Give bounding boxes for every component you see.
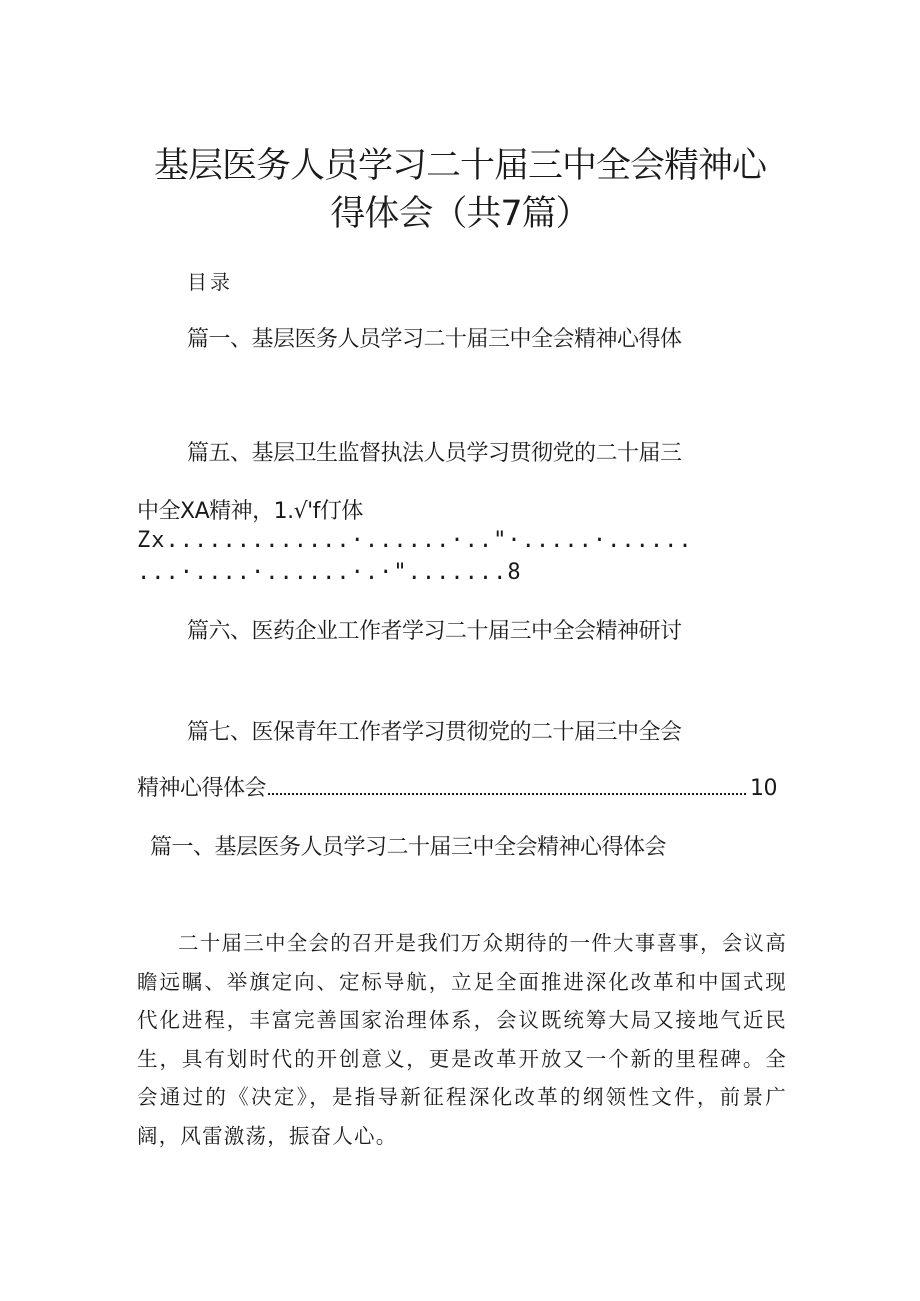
document-title-line-1: 基层医务人员学习二十届三中全会精神心 — [153, 146, 766, 186]
section-1-paragraph: 二十届三中全会的召开是我们万众期待的一件大事喜事，会议高瞻远瞩、举旗定向、定标导航，立足全面推进深化改革和中国式现代化进程，丰富完善国家治理体系，会议既统筹大局又接地气近民生，具有划时代的开创意义，更是改革开放又一个新的里程碑。全会通过的《决定》，是指导新征程深化改革的纲领性文件，前景广阔，风雷激荡，振奋人心。 — [137, 931, 787, 1148]
toc-item-7-line-1[interactable]: 篇七、医保青年工作者学习贯彻党的二十届三中全会 — [187, 720, 682, 745]
toc-item-7-page-number: 10 — [750, 776, 777, 801]
toc-item-6[interactable]: 篇六、医药企业工作者学习二十届三中全会精神研讨 — [187, 619, 682, 644]
toc-item-5-line-4: ...·....·......·.·".......8 — [137, 560, 522, 585]
toc-item-5-line-3: Zx.............·......·.."·.....·...... — [137, 528, 693, 553]
toc-item-5-line-2[interactable]: 中全XA精神，1.√'f仃体 — [137, 499, 363, 524]
toc-item-5-line-1[interactable]: 篇五、基层卫生监督执法人员学习贯彻党的二十届三 — [187, 441, 682, 466]
toc-label: 目录 — [187, 270, 233, 294]
toc-item-7-line-2[interactable] — [137, 771, 777, 802]
toc-item-1[interactable]: 篇一、基层医务人员学习二十届三中全会精神心得体 — [187, 327, 682, 352]
toc-dot-leader — [268, 793, 746, 795]
toc-item-7-text: 精神心得体会 — [137, 776, 267, 801]
document-title-line-2: 得体会（共7篇） — [330, 194, 590, 234]
section-1-heading: 篇一、基层医务人员学习二十届三中全会精神心得体会 — [150, 835, 667, 860]
